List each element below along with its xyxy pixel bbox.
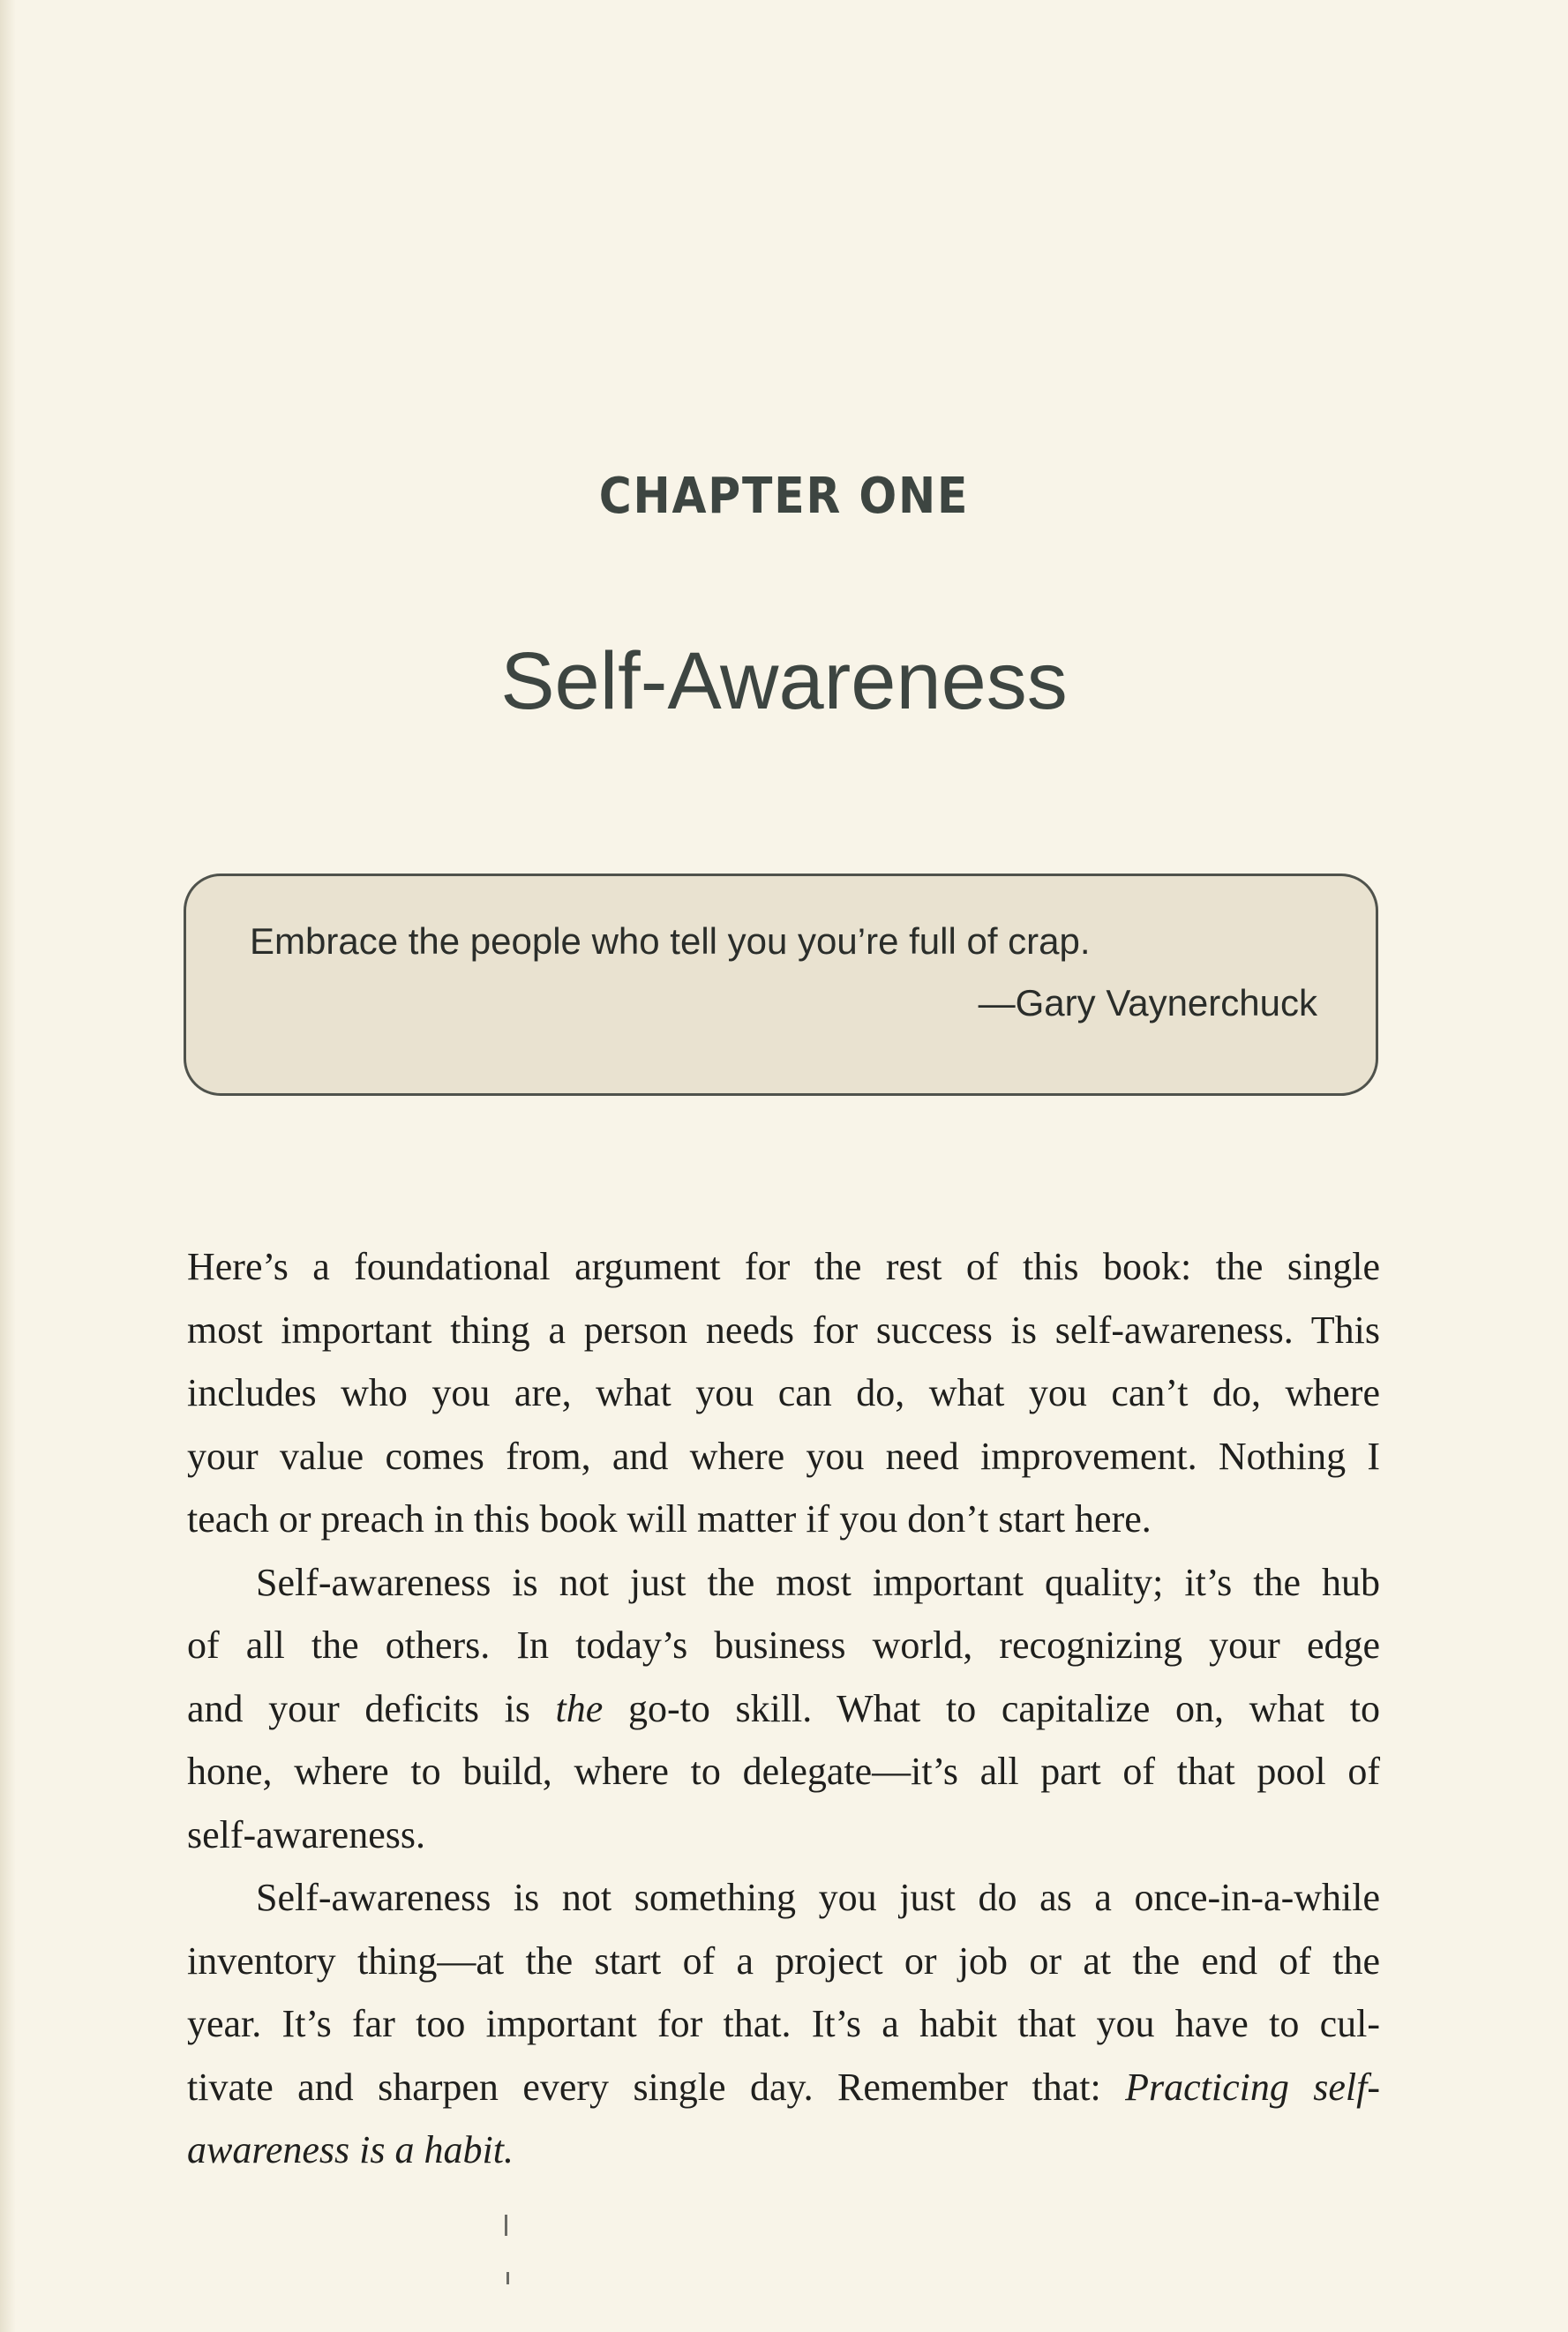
text-run: go-to skill. What to capitalize on, what to (603, 1686, 1380, 1730)
chapter-title: Self-Awareness (500, 636, 1068, 726)
text-run: tivate and sharpen every single day. Remember that: (187, 2065, 1126, 2109)
paragraph-2 (187, 1551, 1380, 1867)
text-line: of all the others. In today’s business world, recognizing your edge (187, 1623, 1380, 1667)
scan-mark (506, 2272, 509, 2284)
text-line: includes who you are, what you can do, what you can’t do, where (187, 1371, 1380, 1414)
text-line: teach or preach in this book will matter if you don’t start here. (187, 1497, 1152, 1541)
page-edge-shadow (0, 0, 16, 2332)
text-line: Here’s a foundational argument for the rest of this book: the single (187, 1245, 1380, 1288)
text-line: Self-awareness is not just the most important quality; it’s the hub (256, 1560, 1380, 1604)
text-line: year. It’s far too important for that. It’s a habit that you have to cul- (187, 2002, 1380, 2045)
epigraph-quote: Embrace the people who tell you you’re full of crap. (250, 920, 1091, 962)
text-line: self-awareness. (187, 1812, 425, 1856)
text-line: inventory thing—at the start of a project or job or at the end of the (187, 1938, 1380, 1983)
epigraph-box (184, 874, 1378, 1096)
body-text (187, 1235, 1380, 2182)
text-line: Self-awareness is not something you just do as a once-in-a-while (256, 1876, 1380, 1919)
text-line (187, 1677, 1380, 1741)
text-line: hone, where to build, where to delegate—it’s all part of that pool of (187, 1750, 1380, 1793)
scan-mark (505, 2215, 507, 2236)
text-run: and your deficits is (187, 1686, 556, 1730)
emphasis-text: awareness is a habit. (187, 2128, 514, 2171)
text-line: most important thing a person needs for success is self-awareness. This (187, 1308, 1380, 1352)
emphasis-text: Practicing self- (1125, 2065, 1380, 2109)
emphasis-text: the (555, 1686, 604, 1730)
paragraph-1 (187, 1235, 1380, 1551)
paragraph-3 (187, 1866, 1380, 2182)
text-line (187, 2118, 1380, 2182)
text-line (187, 2056, 1380, 2119)
epigraph-attribution: —Gary Vaynerchuck (978, 982, 1317, 1024)
text-line: your value comes from, and where you need improvement. Nothing I (187, 1434, 1380, 1478)
chapter-label: CHAPTER ONE (598, 468, 970, 525)
